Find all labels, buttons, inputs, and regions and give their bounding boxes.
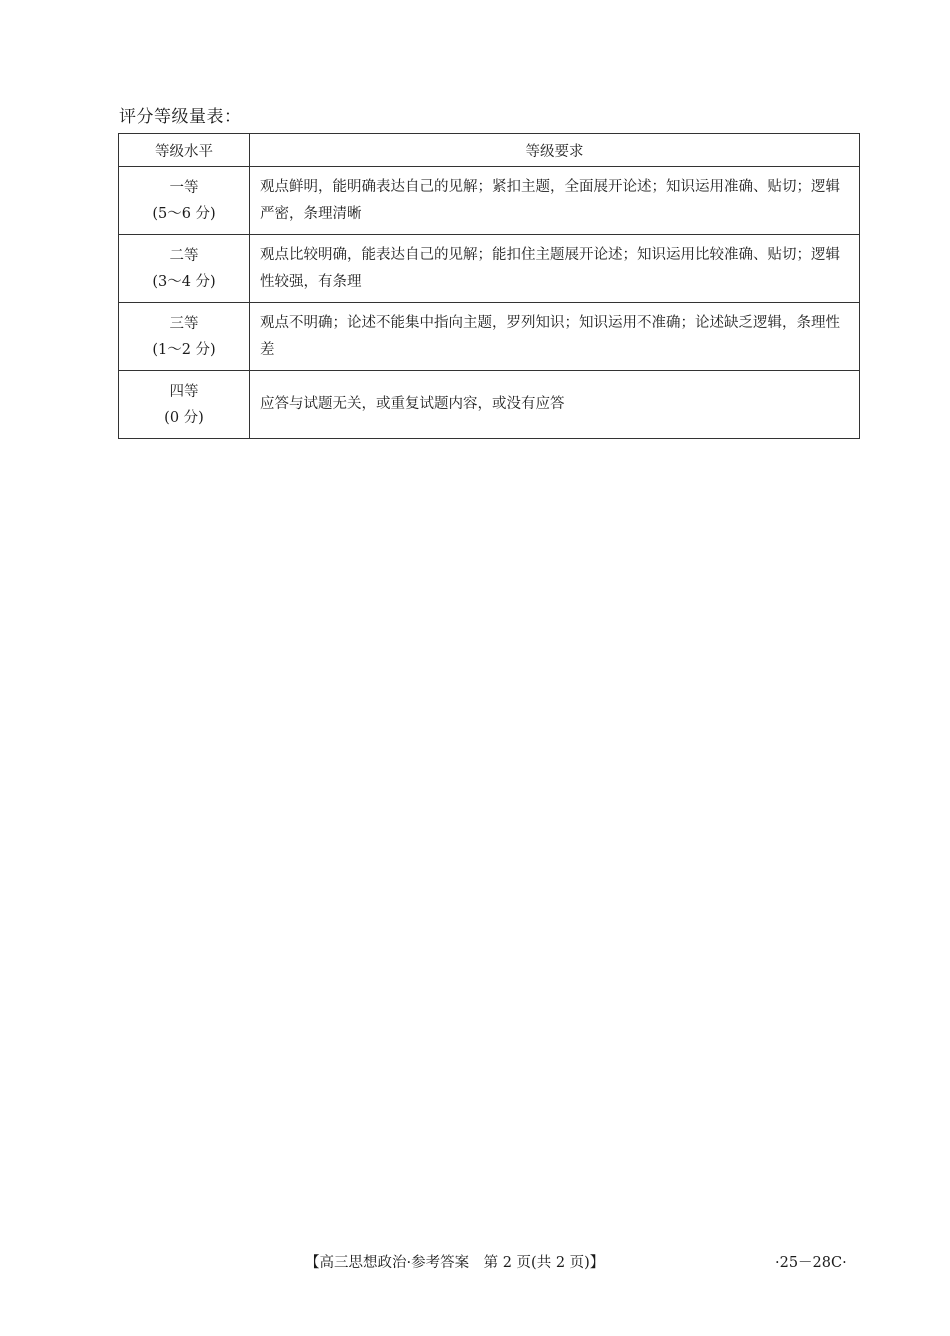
level-score: (1～2 分) [152,341,216,358]
header-requirement: 等级要求 [250,134,860,167]
page-footer: 【高三思想政治·参考答案 第 2 页(共 2 页)】 [305,1255,605,1271]
level-cell [119,371,250,439]
level-cell [119,167,250,235]
level-score: (3～4 分) [152,273,216,290]
table-row [119,167,860,235]
grading-scale-table [118,133,860,439]
level-name: 一等 [169,179,199,196]
level-cell [119,303,250,371]
level-name: 三等 [169,315,199,332]
requirement-cell: 观点鲜明，能明确表达自己的见解；紧扣主题，全面展开论述；知识运用准确、贴切；逻辑严密，条理清晰 [250,167,860,235]
table-header-row [119,134,860,167]
level-score: (5～6 分) [152,205,216,222]
level-name: 二等 [169,247,199,264]
section-title: 评分等级量表： [119,107,242,127]
requirement-cell: 观点不明确；论述不能集中指向主题，罗列知识；知识运用不准确；论述缺乏逻辑，条理性差 [250,303,860,371]
table-row [119,303,860,371]
table-row [119,371,860,439]
level-score: (0 分) [164,409,204,426]
level-name: 四等 [169,383,199,400]
level-cell [119,235,250,303]
table-row [119,235,860,303]
requirement-cell: 观点比较明确，能表达自己的见解；能扣住主题展开论述；知识运用比较准确、贴切；逻辑性较强，有条理 [250,235,860,303]
requirement-cell: 应答与试题无关，或重复试题内容，或没有应答 [250,371,860,439]
header-level: 等级水平 [119,134,250,167]
document-code: ·25－28C· [775,1255,847,1271]
